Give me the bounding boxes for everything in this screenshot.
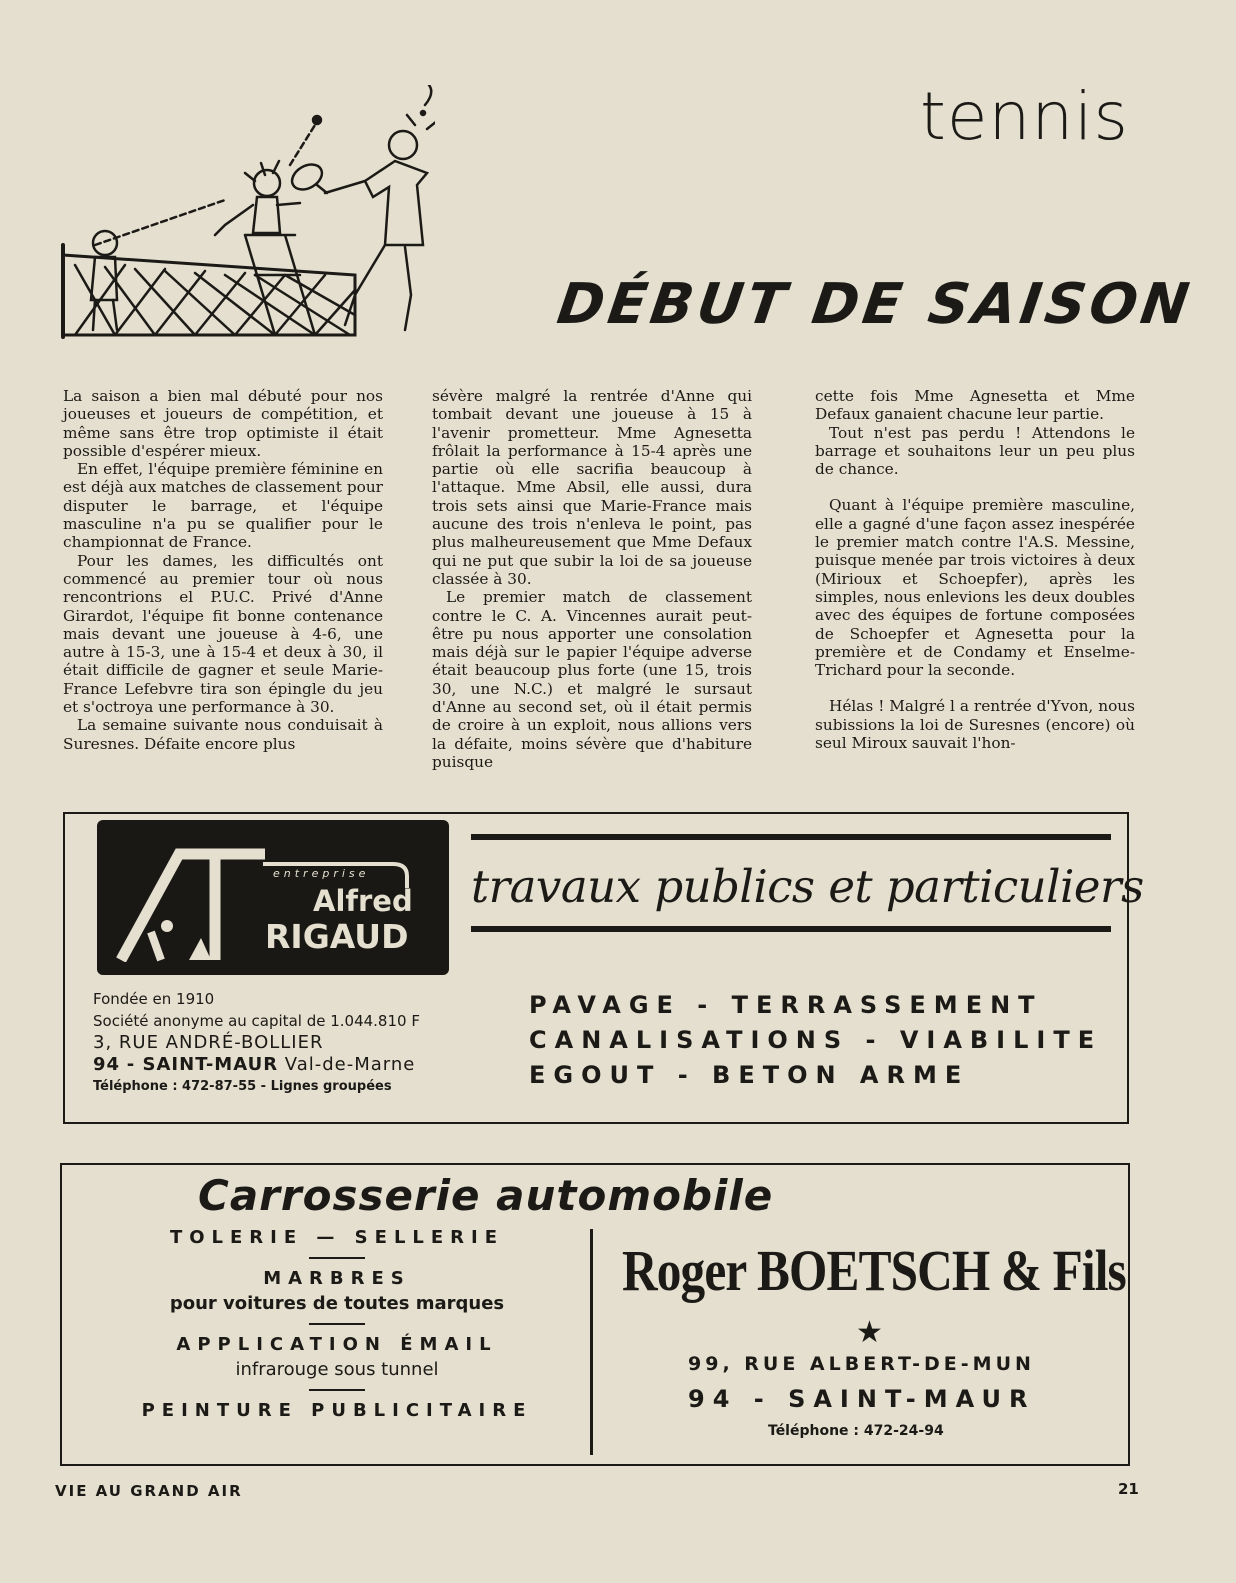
- paragraph: Pour les dames, les difficultés ont commencé au premier tour où nous rencontrions el P.U.C. Privé d'Anne Girardot, l'équipe fit bonne contenance mais devant une joueuse à 4-6, une autre à 15-3, une à 15-4 et deux à 30, il était difficile de gagner et seule Marie-France Lefebvre tira son épingle du jeu et s'octroya une performance à 30.: [63, 551, 383, 717]
- umpire-figure: [215, 161, 315, 335]
- article-column-2: [432, 387, 752, 771]
- divider: [309, 1323, 365, 1325]
- service-line: APPLICATION ÉMAIL: [176, 1334, 498, 1355]
- advertisement-rigaud: [63, 812, 1144, 1124]
- divider: [471, 926, 1111, 932]
- phone: Téléphone : 472-87-55 - Lignes groupées: [93, 1079, 392, 1094]
- city: - SAINT-MAUR: [126, 1054, 279, 1075]
- postal-code: 94: [93, 1054, 121, 1075]
- vertical-divider: [590, 1229, 593, 1455]
- paragraph: cette fois Mme Agnesetta et Mme Defaux ganaient chacune leur partie.: [815, 387, 1135, 424]
- paragraph: sévère malgré la rentrée d'Anne qui tombait devant une joueuse à 15 à l'avenir prometteur. Mme Agnesetta frôlait la performance à 15-4 après une partie où elle sacrifia beaucoup à l'attaque. Mme Absil, elle aussi, dura trois sets ainsi que Marie-France mais aucune des trois n'enleva le point, pas plus malheureusement que Mme Defaux qui ne put que subir la loi de sa joueuse classée à 30.: [432, 387, 752, 588]
- page-number: 21: [1118, 1480, 1139, 1498]
- article-column-1: [63, 387, 383, 753]
- company-info: [93, 988, 420, 1098]
- service-line: EGOUT - BETON ARME: [529, 1061, 970, 1089]
- advertisement-boetsch: [60, 1163, 1130, 1466]
- ad-title: Carrosserie automobile: [198, 1171, 774, 1220]
- phone: Téléphone : 472-24-94: [768, 1423, 944, 1439]
- service-line: MARBRES: [263, 1268, 411, 1289]
- article-column-3: [815, 387, 1135, 752]
- divider: [471, 834, 1111, 840]
- article-headline: DÉBUT DE SAISON: [553, 272, 1197, 337]
- city-address: 94 - SAINT-MAUR: [688, 1385, 1036, 1413]
- service-line: pour voitures de toutes marques: [169, 1293, 505, 1314]
- street-address: 99, RUE ALBERT-DE-MUN: [688, 1353, 1035, 1375]
- worker-logo-icon: [115, 842, 275, 962]
- star-icon: ★: [856, 1315, 883, 1350]
- divider: [309, 1257, 365, 1259]
- service-line: TOLERIE — SELLERIE: [169, 1227, 505, 1248]
- paragraph: La semaine suivante nous conduisait à Suresnes. Défaite encore plus: [63, 716, 383, 753]
- ad-tagline: travaux publics et particuliers: [471, 860, 1144, 913]
- tennis-cartoon-illustration: [55, 85, 435, 345]
- logo-entreprise: entreprise: [273, 867, 370, 880]
- logo-first-name: Alfred: [313, 884, 413, 918]
- region: Val-de-Marne: [284, 1054, 416, 1075]
- paragraph: La saison a bien mal débuté pour nos joueuses et joueurs de compétition, et même sans être trop optimiste il était possible d'espérer mieux.: [63, 387, 383, 460]
- owner-name: Roger BOETSCH & Fils: [622, 1238, 1126, 1303]
- service-line: PAVAGE - TERRASSEMENT: [529, 991, 1043, 1019]
- paragraph: Quant à l'équipe première masculine, elle a gagné d'une façon assez inespérée le premier match contre l'A.S. Messine, puisque menée par trois victoires à deux (Mirioux et Schoepfer), après les simples, nous enlevions les deux doubles avec des équipes de fortune composées de Schoepfer et Agnesetta pour la première et de Condamy et Enselme-Trichard pour la seconde.: [815, 496, 1135, 680]
- divider: [309, 1389, 365, 1391]
- capital: Société anonyme au capital de 1.044.810 F: [93, 1012, 420, 1030]
- section-title: tennis: [920, 78, 1129, 155]
- service-line: PEINTURE PUBLICITAIRE: [141, 1400, 533, 1421]
- service-line: infrarouge sous tunnel: [235, 1359, 439, 1380]
- street-address: 3, RUE ANDRÉ-BOLLIER: [93, 1032, 324, 1053]
- services-list: [529, 988, 1102, 1093]
- paragraph: En effet, l'équipe première féminine en est déjà aux matches de classement pour disputer le barrage, et l'équipe masculine n'a pu se qualifier pour le championnat de France.: [63, 460, 383, 552]
- paragraph: Le premier match de classement contre le C. A. Vincennes aurait peut-être pu nous apporter une consolation mais déjà sur le papier l'équipe adverse était beaucoup plus forte (une 15, trois 30, une N.C.) et malgré le sursaut d'Anne au second set, où il était permis de croire à un exploit, nous allions vers la défaite, moins sévère que d'habiture puisque: [432, 588, 752, 771]
- rigaud-logo: [97, 820, 449, 975]
- paragraph: Hélas ! Malgré l a rentrée d'Yvon, nous subissions la loi de Suresnes (encore) où seul Miroux sauvait l'hon-: [815, 697, 1135, 753]
- service-line: CANALISATIONS - VIABILITE: [529, 1026, 1103, 1054]
- magazine-name: VIE AU GRAND AIR: [55, 1482, 243, 1500]
- logo-last-name: RIGAUD: [265, 917, 409, 956]
- ad-services: [102, 1223, 572, 1421]
- founded: Fondée en 1910: [93, 990, 215, 1008]
- paragraph: Tout n'est pas perdu ! Attendons le barrage et souhaitons leur un peu plus de chance.: [815, 423, 1135, 479]
